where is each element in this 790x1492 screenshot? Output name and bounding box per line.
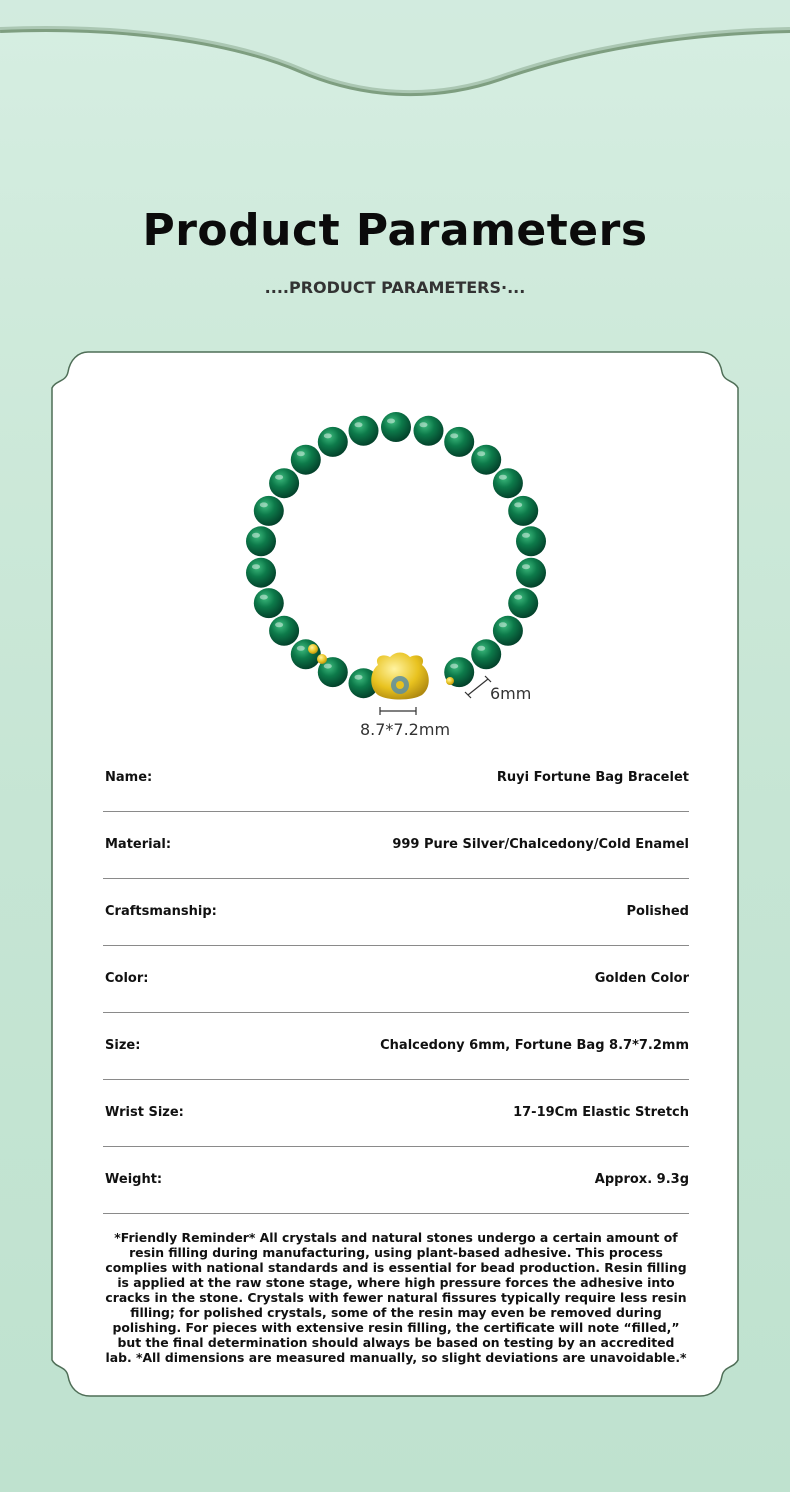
param-row-material [103,812,689,879]
bead [254,588,284,618]
param-label: Color: [105,971,149,986]
param-label: Weight: [105,1172,163,1187]
bead-highlight [297,646,305,651]
bead-highlight [355,675,363,680]
bead-highlight [420,422,428,427]
bead [254,496,284,526]
param-row-wrist-size [103,1080,689,1147]
bead [493,468,523,498]
param-label: Material: [105,837,172,852]
bead-highlight [252,564,260,569]
bead-highlight [297,451,305,456]
param-value: 999 Pure Silver/Chalcedony/Cold Enamel [392,837,689,852]
param-value: Chalcedony 6mm, Fortune Bag 8.7*7.2mm [380,1038,689,1053]
page-subtitle: ....PRODUCT PARAMETERS·... [264,278,526,297]
bead [291,445,321,475]
fortune-bag-charm [371,653,429,700]
param-row-craftsmanship [103,879,689,946]
bead [471,639,501,669]
bead [349,416,379,446]
bead-highlight [355,422,363,427]
bead [381,412,411,442]
param-label: Name: [105,770,153,785]
bead-dimension-label: 6mm [490,684,532,703]
bead-highlight [275,622,283,627]
bead [318,427,348,457]
bead [444,427,474,457]
bead-highlight [522,564,530,569]
param-value: Golden Color [594,971,689,986]
bracelet-image [240,395,570,715]
bead-highlight [450,433,458,438]
param-row-name [103,745,689,812]
param-value: 17-19Cm Elastic Stretch [513,1105,689,1120]
bead [516,526,546,556]
param-value: Approx. 9.3g [594,1172,689,1187]
bead-highlight [324,664,332,669]
param-value: Polished [626,904,689,919]
friendly-reminder-text: *Friendly Reminder* All crystals and natural stones undergo a certain amount of resin filling during manufacturing, using plant-based adhesive. This process complies with national standards and is essential for bead production. Resin filling is applied at the raw stone stage, where high pressure forces the adhesive into cracks in the stone. Crystals with fewer natural fissures typically require less resin filling; for polished crystals, some of the resin may even be removed during polishing. For pieces with extensive resin filling, the certificate will note “filled,” but the final determination should always be based on testing by an accredited lab. *All dimensions are measured manually, so slight deviations are unavoidable.* [105,1230,687,1365]
bead-highlight [499,622,507,627]
bead-highlight [260,502,268,507]
param-value: Ruyi Fortune Bag Bracelet [496,770,689,785]
bead [516,558,546,588]
bead [291,639,321,669]
bead [508,496,538,526]
bead [508,588,538,618]
param-label: Size: [105,1038,141,1053]
bead-highlight [514,502,522,507]
bead [493,616,523,646]
bead [269,616,299,646]
bead-highlight [499,475,507,480]
param-row-size [103,1013,689,1080]
bead-highlight [324,433,332,438]
bead-highlight [477,646,485,651]
bead-highlight [387,419,395,424]
param-label: Wrist Size: [105,1105,184,1120]
bag-dimension-label: 8.7*7.2mm [359,720,451,739]
page-title: Product Parameters [142,205,648,256]
bead-highlight [477,451,485,456]
bead-highlight [450,664,458,669]
parameter-table [103,745,689,1214]
param-row-color [103,946,689,1013]
bead [414,416,444,446]
bead [246,526,276,556]
param-label: Craftsmanship: [105,904,217,919]
bead [269,468,299,498]
bead [471,445,501,475]
bead-highlight [514,595,522,600]
param-row-weight [103,1147,689,1214]
bead-highlight [522,533,530,538]
bead [246,558,276,588]
bead-highlight [260,595,268,600]
bead-highlight [252,533,260,538]
bead-highlight [275,475,283,480]
